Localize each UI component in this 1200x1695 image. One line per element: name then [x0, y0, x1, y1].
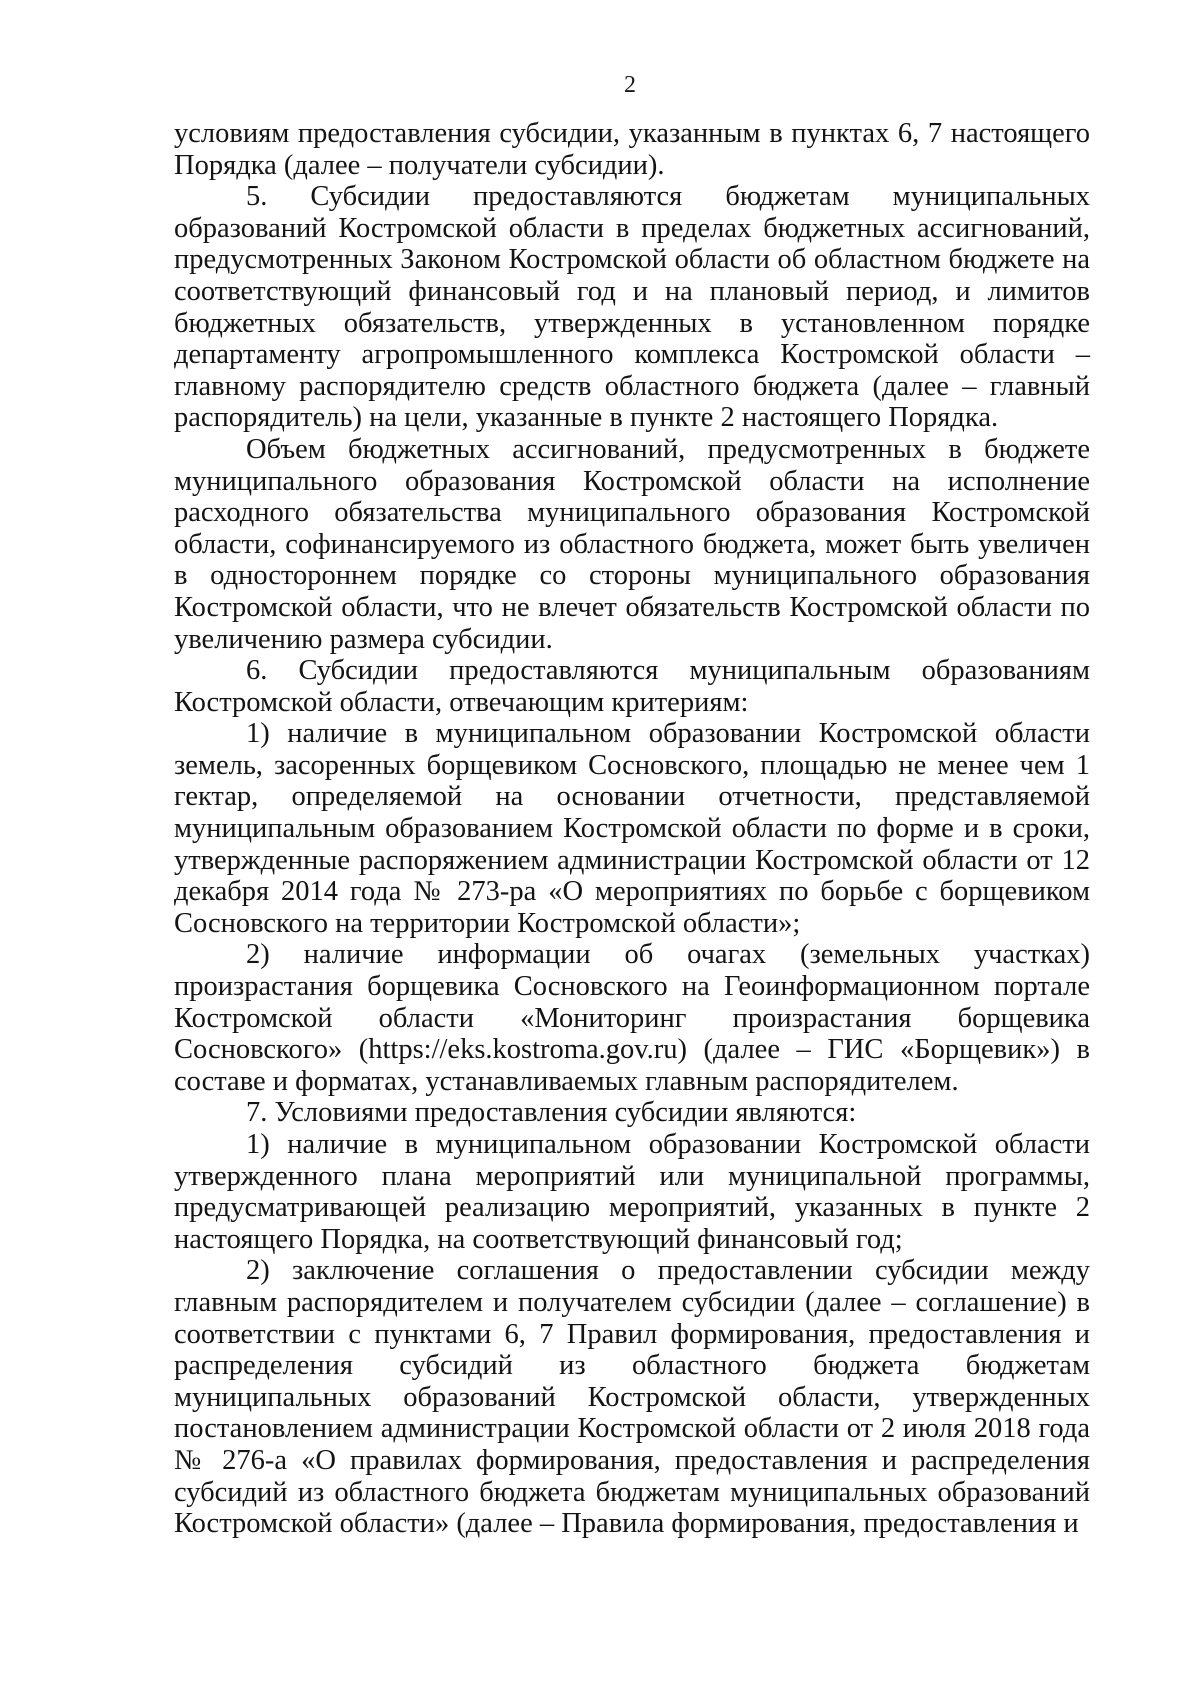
- document-body: [174, 118, 1090, 1540]
- paragraph-item-6: 6. Субсидии предоставляются муниципальным образованиям Костромской области, отвечающим критериям:: [174, 655, 1090, 718]
- paragraph-budget-volume: Объем бюджетных ассигнований, предусмотренных в бюджете муниципального образования Костромской области на исполнение расходного обязательства муниципального образования Костромской области, софинансируемого из областного бюджета, может быть увеличен в одностороннем порядке со стороны муниципального образования Костромской области, что не влечет обязательств Костромской области по увеличению размера субсидии.: [174, 433, 1090, 655]
- page-number: 2: [624, 72, 636, 98]
- paragraph-item-6-1: 1) наличие в муниципальном образовании Костромской области земель, засоренных борщевиком Сосновского, площадью не менее чем 1 гектар, определяемой на основании отчетности, представляемой муниципальным образованием Костромской области по форме и в сроки, утвержденные распоряжением администрации Костромской области от 12 декабря 2014 года № 273-ра «О мероприятиях по борьбе с борщевиком Сосновского на территории Костромской области»;: [174, 718, 1090, 939]
- paragraph-continuation: условиям предоставления субсидии, указанным в пунктах 6, 7 настоящего Порядка (далее – получатели субсидии).: [174, 118, 1090, 181]
- paragraph-item-5: 5. Субсидии предоставляются бюджетам муниципальных образований Костромской области в пределах бюджетных ассигнований, предусмотренных Законом Костромской области об областном бюджете на соответствующий финансовый год и на плановый период, и лимитов бюджетных обязательств, утвержденных в установленном порядке департаменту агропромышленного комплекса Костромской области – главному распорядителю средств областного бюджета (далее – главный распорядитель) на цели, указанные в пункте 2 настоящего Порядка.: [174, 181, 1090, 434]
- paragraph-item-6-2: 2) наличие информации об очагах (земельных участках) произрастания борщевика Сосновского на Геоинформационном портале Костромской области «Мониторинг произрастания борщевика Сосновского» (https://eks.kostroma.gov.ru) (далее – ГИС «Борщевик») в составе и форматах, устанавливаемых главным распорядителем.: [174, 939, 1090, 1097]
- paragraph-item-7: 7. Условиями предоставления субсидии являются:: [246, 1097, 857, 1129]
- paragraph-item-7-2: 2) заключение соглашения о предоставлении субсидии между главным распорядителем и получателем субсидии (далее – соглашение) в соответствии с пунктами 6, 7 Правил формирования, предоставления и распределения субсидий из областного бюджета бюджетам муниципальных образований Костромской области, утвержденных постановлением администрации Костромской области от 2 июля 2018 года № 276-а «О правилах формирования, предоставления и распределения субсидий из областного бюджета бюджетам муниципальных образований Костромской области» (далее – Правила формирования, предоставления и: [174, 1255, 1090, 1540]
- paragraph-item-7-1: 1) наличие в муниципальном образовании Костромской области утвержденного плана мероприятий или муниципальной программы, предусматривающей реализацию мероприятий, указанных в пункте 2 настоящего Порядка, на соответствующий финансовый год;: [174, 1129, 1090, 1255]
